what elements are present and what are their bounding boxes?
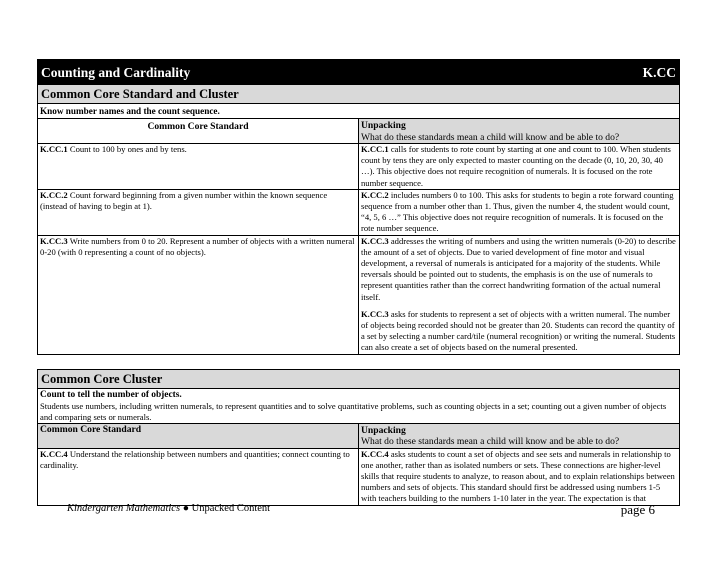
- standard-cell: [38, 189, 359, 235]
- unpacking-text: includes numbers 0 to 100. This asks for students to begin a rote forward counting sequence from a number other than 1. Thus, given the number 4, the student would count, “4, 5, 6 …” This objective does not require recognition of numerals. It is focused on the rote number sequence.: [361, 189, 674, 234]
- table-row: [38, 235, 680, 354]
- footer-bullet: ●: [182, 503, 190, 514]
- column-header-standard: Common Core Standard: [38, 423, 359, 448]
- cluster-description-cell: [38, 388, 680, 423]
- unpacking-cell: [359, 144, 680, 190]
- standard-cell: [38, 235, 359, 354]
- standard-code: K.CC.2: [40, 189, 68, 200]
- standard-text: Count forward beginning from a given number within the known sequence (instead of having to begin at 1).: [40, 189, 328, 212]
- table-row: [38, 448, 680, 505]
- cluster-name: Count to tell the number of objects.: [40, 389, 182, 400]
- column-header-standard: Common Core Standard: [38, 119, 359, 144]
- unpacking-code: K.CC.2: [361, 189, 389, 200]
- table-row: [38, 189, 680, 235]
- unpacking-text: calls for students to rote count by starting at one and count to 100. When students count by tens they are only expected to master counting on the decade (0, 10, 20, 30, 40 …). This objective does not require recognition of numerals. It is focused on the rote number sequence.: [361, 144, 671, 188]
- table-row: [38, 144, 680, 190]
- unpacking-code: K.CC.1: [361, 144, 389, 154]
- section-gap: [37, 355, 680, 369]
- unpacking-code: K.CC.4: [361, 448, 389, 459]
- unpacking-paragraph-2: [361, 309, 677, 354]
- page-footer: [67, 502, 655, 517]
- standard-code: K.CC.1: [40, 144, 68, 154]
- unpacking-text: asks for students to represent a set of objects with a written numeral. The number of objects being recorded should not be greater than 20. Students can record the quantity of a set by selecting a number card/tile (numeral recognition) or writing the numeral. Students can also create a set of objects based on the numeral presented.: [361, 308, 676, 353]
- unpacking-code: K.CC.3: [361, 308, 389, 319]
- standard-cluster-header: Common Core Standard and Cluster: [38, 85, 680, 104]
- standard-code: K.CC.3: [40, 235, 68, 246]
- standard-cell: [38, 144, 359, 190]
- unpacking-subtitle: What do these standards mean a child will know and be able to do?: [361, 131, 620, 143]
- document-page: [37, 59, 680, 506]
- footer-subtitle: Unpacked Content: [191, 503, 271, 514]
- standard-text: Count to 100 by ones and by tens.: [67, 144, 187, 154]
- unpacking-subtitle: What do these standards mean a child will know and be able to do?: [361, 436, 620, 448]
- domain-title: Counting and Cardinality: [41, 65, 191, 80]
- unpacking-cell: [359, 189, 680, 235]
- standard-cell: [38, 448, 359, 505]
- cluster-description: Students use numbers, including written numerals, to represent quantities and to solve quantitative problems, such as counting objects in a set; counting out a given number of objects and comparing sets or numerals.: [40, 400, 667, 422]
- unpacking-title: Unpacking: [361, 120, 406, 131]
- cluster-header: Common Core Cluster: [38, 369, 680, 388]
- standard-text: Write numbers from 0 to 20. Represent a number of objects with a written numeral 0-20 (with 0 representing a count of no objects).: [40, 235, 355, 257]
- footer-title: Kindergarten Mathematics: [67, 503, 181, 514]
- cluster-name: Know number names and the count sequence.: [38, 104, 680, 119]
- unpacking-text: addresses the writing of numbers and using the written numerals (0-20) to describe the amount of a set of objects. Due to varied development of fine motor and visual development, a reversal of numerals is anticipated for a majority of the students. While reversals should be pointed out to students, the emphasis is on the use of numerals to represent quantities rather than the correct handwriting formation of the actual numeral itself.: [361, 235, 676, 302]
- standards-table-2: [37, 369, 680, 506]
- unpacking-text: asks students to count a set of objects and see sets and numerals in relationship to one another, rather than as isolated numbers or sets. These connections are higher-level skills that require students to analyze, to reason about, and to explain relationships between numbers and sets of objects. This standard should first be addressed using numbers 1-5 with teachers building to the numbers 1-10 later in the year. The expectation is that: [361, 448, 675, 504]
- domain-code: K.CC: [642, 65, 676, 80]
- unpacking-cell: [359, 235, 680, 354]
- column-header-unpacking: [359, 423, 680, 448]
- standards-table-1: [37, 59, 680, 355]
- column-header-unpacking: [359, 119, 680, 144]
- unpacking-title: Unpacking: [361, 424, 406, 436]
- unpacking-cell: [359, 448, 680, 505]
- standard-text: Understand the relationship between numbers and quantities; connect counting to cardinality.: [40, 448, 350, 470]
- unpacking-code: K.CC.3: [361, 235, 389, 246]
- standard-code: K.CC.4: [40, 448, 68, 459]
- domain-header: [38, 60, 680, 85]
- page-number: page 6: [620, 502, 655, 517]
